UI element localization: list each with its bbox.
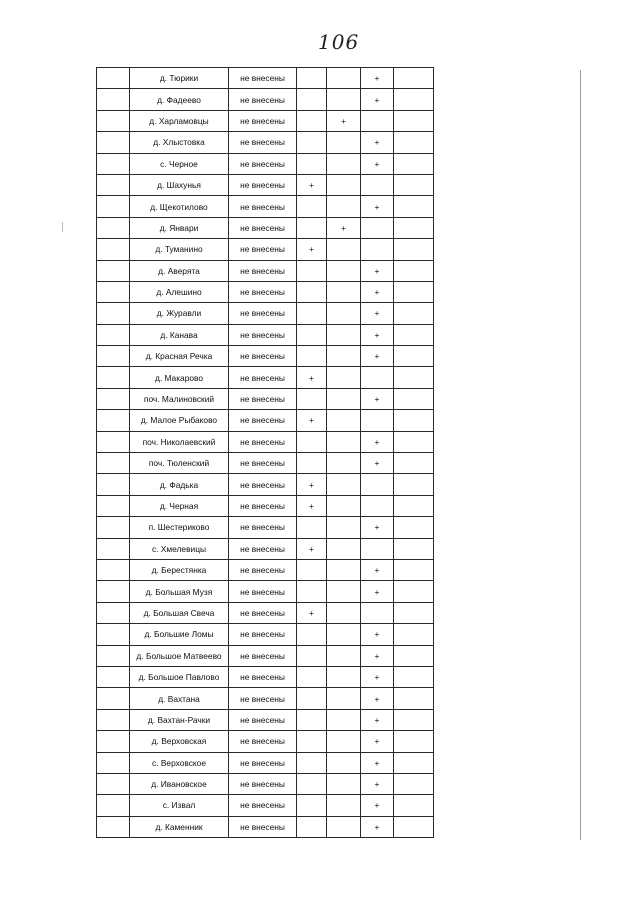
table-row [97, 645, 434, 666]
mark-cell: + [361, 68, 394, 89]
settlement-name-cell: поч. Малиновский [130, 388, 229, 409]
mark-cell: + [327, 110, 361, 131]
index-cell [97, 453, 130, 474]
settlement-name-cell: д. Большое Павлово [130, 666, 229, 687]
index-cell [97, 645, 130, 666]
table-row [97, 666, 434, 687]
mark-cell: + [361, 645, 394, 666]
mark-cell [361, 410, 394, 431]
mark-cell [327, 324, 361, 345]
index-cell [97, 517, 130, 538]
table-body [97, 68, 434, 838]
settlement-name-cell: д. Туманино [130, 239, 229, 260]
status-cell: не внесены [229, 666, 297, 687]
mark-cell [327, 559, 361, 580]
table-row [97, 474, 434, 495]
empty-cell [394, 602, 434, 623]
mark-cell [297, 68, 327, 89]
mark-cell: + [361, 324, 394, 345]
mark-cell [361, 217, 394, 238]
settlement-name-cell: д. Макарово [130, 367, 229, 388]
mark-cell [297, 816, 327, 837]
index-cell [97, 110, 130, 131]
settlement-name-cell: д. Фадеево [130, 89, 229, 110]
empty-cell [394, 410, 434, 431]
index-cell [97, 217, 130, 238]
index-cell [97, 367, 130, 388]
mark-cell [361, 474, 394, 495]
status-cell: не внесены [229, 153, 297, 174]
settlement-name-cell: д. Большая Музя [130, 581, 229, 602]
empty-cell [394, 517, 434, 538]
empty-cell [394, 196, 434, 217]
mark-cell [297, 89, 327, 110]
mark-cell: + [361, 153, 394, 174]
mark-cell [297, 260, 327, 281]
settlement-name-cell: с. Верховское [130, 752, 229, 773]
table-row [97, 495, 434, 516]
empty-cell [394, 731, 434, 752]
index-cell [97, 538, 130, 559]
index-cell [97, 260, 130, 281]
empty-cell [394, 367, 434, 388]
empty-cell [394, 281, 434, 302]
mark-cell [297, 217, 327, 238]
index-cell [97, 89, 130, 110]
status-cell: не внесены [229, 495, 297, 516]
settlement-name-cell: с. Черное [130, 153, 229, 174]
settlement-name-cell: д. Большое Матвеево [130, 645, 229, 666]
settlement-name-cell: д. Журавли [130, 303, 229, 324]
mark-cell [327, 367, 361, 388]
empty-cell [394, 453, 434, 474]
mark-cell [327, 688, 361, 709]
settlement-name-cell: д. Фадька [130, 474, 229, 495]
mark-cell [327, 731, 361, 752]
table-row [97, 239, 434, 260]
settlement-name-cell: д. Берестянка [130, 559, 229, 580]
index-cell [97, 239, 130, 260]
settlement-name-cell: д. Каменник [130, 816, 229, 837]
settlement-name-cell: д. Малое Рыбаково [130, 410, 229, 431]
mark-cell: + [297, 367, 327, 388]
status-cell: не внесены [229, 68, 297, 89]
index-cell [97, 731, 130, 752]
empty-cell [394, 816, 434, 837]
settlement-name-cell: п. Шестериково [130, 517, 229, 538]
mark-cell: + [361, 346, 394, 367]
empty-cell [394, 709, 434, 730]
index-cell [97, 303, 130, 324]
mark-cell: + [327, 217, 361, 238]
mark-cell: + [361, 559, 394, 580]
index-cell [97, 795, 130, 816]
mark-cell [297, 281, 327, 302]
status-cell: не внесены [229, 602, 297, 623]
status-cell: не внесены [229, 388, 297, 409]
settlement-name-cell: поч. Тюленский [130, 453, 229, 474]
mark-cell [327, 752, 361, 773]
index-cell [97, 773, 130, 794]
status-cell: не внесены [229, 431, 297, 452]
mark-cell [327, 602, 361, 623]
index-cell [97, 346, 130, 367]
mark-cell [327, 239, 361, 260]
mark-cell [327, 538, 361, 559]
status-cell: не внесены [229, 688, 297, 709]
status-cell: не внесены [229, 624, 297, 645]
mark-cell [361, 239, 394, 260]
table-row [97, 538, 434, 559]
index-cell [97, 68, 130, 89]
empty-cell [394, 132, 434, 153]
empty-cell [394, 346, 434, 367]
empty-cell [394, 260, 434, 281]
settlement-name-cell: д. Вахтан-Рачки [130, 709, 229, 730]
mark-cell [297, 666, 327, 687]
index-cell [97, 474, 130, 495]
mark-cell [327, 666, 361, 687]
empty-cell [394, 773, 434, 794]
empty-cell [394, 474, 434, 495]
settlement-name-cell: с. Извал [130, 795, 229, 816]
mark-cell: + [297, 410, 327, 431]
mark-cell [297, 346, 327, 367]
mark-cell: + [361, 795, 394, 816]
index-cell [97, 816, 130, 837]
index-cell [97, 196, 130, 217]
settlement-name-cell: д. Хлыстовка [130, 132, 229, 153]
status-cell: не внесены [229, 281, 297, 302]
mark-cell [297, 132, 327, 153]
index-cell [97, 324, 130, 345]
index-cell [97, 431, 130, 452]
empty-cell [394, 68, 434, 89]
table-row [97, 410, 434, 431]
empty-cell [394, 388, 434, 409]
mark-cell [297, 624, 327, 645]
table-row [97, 581, 434, 602]
settlement-name-cell: д. Харламовцы [130, 110, 229, 131]
mark-cell [327, 709, 361, 730]
mark-cell [297, 153, 327, 174]
status-cell: не внесены [229, 559, 297, 580]
empty-cell [394, 89, 434, 110]
index-cell [97, 624, 130, 645]
table-row [97, 773, 434, 794]
settlement-name-cell: д. Ивановское [130, 773, 229, 794]
mark-cell [297, 196, 327, 217]
index-cell [97, 581, 130, 602]
mark-cell [361, 174, 394, 195]
mark-cell [327, 132, 361, 153]
status-cell: не внесены [229, 795, 297, 816]
mark-cell [297, 731, 327, 752]
page-number: 106 [318, 30, 360, 54]
settlement-name-cell: д. Красная Речка [130, 346, 229, 367]
mark-cell [327, 581, 361, 602]
table-row [97, 624, 434, 645]
mark-cell [361, 538, 394, 559]
mark-cell: + [297, 538, 327, 559]
mark-cell: + [361, 431, 394, 452]
table-row [97, 89, 434, 110]
table-row [97, 709, 434, 730]
margin-mark [62, 222, 63, 232]
empty-cell [394, 495, 434, 516]
mark-cell: + [297, 602, 327, 623]
table-row [97, 388, 434, 409]
settlement-name-cell: д. Верховская [130, 731, 229, 752]
table-row [97, 346, 434, 367]
table-row [97, 174, 434, 195]
table-row [97, 688, 434, 709]
mark-cell [327, 388, 361, 409]
empty-cell [394, 581, 434, 602]
mark-cell: + [361, 752, 394, 773]
mark-cell: + [361, 773, 394, 794]
settlement-name-cell: д. Вахтана [130, 688, 229, 709]
mark-cell [297, 303, 327, 324]
mark-cell [327, 89, 361, 110]
mark-cell [327, 773, 361, 794]
table-row [97, 68, 434, 89]
mark-cell [297, 559, 327, 580]
table-row [97, 217, 434, 238]
settlement-name-cell: д. Канава [130, 324, 229, 345]
settlement-name-cell: д. Шахунья [130, 174, 229, 195]
status-cell: не внесены [229, 517, 297, 538]
mark-cell: + [361, 816, 394, 837]
empty-cell [394, 303, 434, 324]
empty-cell [394, 217, 434, 238]
status-cell: не внесены [229, 217, 297, 238]
empty-cell [394, 795, 434, 816]
mark-cell: + [361, 731, 394, 752]
settlement-name-cell: д. Январи [130, 217, 229, 238]
status-cell: не внесены [229, 174, 297, 195]
mark-cell: + [361, 89, 394, 110]
mark-cell: + [361, 517, 394, 538]
mark-cell: + [361, 624, 394, 645]
mark-cell: + [361, 666, 394, 687]
mark-cell [361, 602, 394, 623]
mark-cell [327, 346, 361, 367]
mark-cell [327, 795, 361, 816]
settlement-name-cell: д. Большие Ломы [130, 624, 229, 645]
status-cell: не внесены [229, 239, 297, 260]
mark-cell: + [361, 453, 394, 474]
mark-cell [327, 517, 361, 538]
status-cell: не внесены [229, 731, 297, 752]
status-cell: не внесены [229, 538, 297, 559]
table-row [97, 795, 434, 816]
status-cell: не внесены [229, 474, 297, 495]
mark-cell: + [361, 132, 394, 153]
table-row [97, 153, 434, 174]
mark-cell: + [361, 303, 394, 324]
mark-cell [361, 495, 394, 516]
mark-cell [327, 453, 361, 474]
mark-cell: + [297, 474, 327, 495]
table-row [97, 367, 434, 388]
mark-cell [327, 410, 361, 431]
mark-cell [297, 324, 327, 345]
status-cell: не внесены [229, 324, 297, 345]
settlement-name-cell: д. Большая Свеча [130, 602, 229, 623]
mark-cell [327, 645, 361, 666]
mark-cell [297, 431, 327, 452]
empty-cell [394, 239, 434, 260]
mark-cell: + [297, 174, 327, 195]
index-cell [97, 388, 130, 409]
empty-cell [394, 688, 434, 709]
mark-cell [297, 688, 327, 709]
index-cell [97, 410, 130, 431]
empty-cell [394, 666, 434, 687]
mark-cell [327, 260, 361, 281]
status-cell: не внесены [229, 453, 297, 474]
status-cell: не внесены [229, 709, 297, 730]
empty-cell [394, 324, 434, 345]
mark-cell [327, 303, 361, 324]
mark-cell [327, 816, 361, 837]
margin-rule [580, 70, 581, 840]
settlement-name-cell: поч. Николаевский [130, 431, 229, 452]
table-row [97, 324, 434, 345]
mark-cell: + [361, 388, 394, 409]
mark-cell [297, 709, 327, 730]
index-cell [97, 281, 130, 302]
mark-cell [327, 281, 361, 302]
settlement-name-cell: д. Тюрики [130, 68, 229, 89]
status-cell: не внесены [229, 110, 297, 131]
mark-cell: + [361, 581, 394, 602]
index-cell [97, 709, 130, 730]
table-row [97, 196, 434, 217]
mark-cell [297, 110, 327, 131]
empty-cell [394, 174, 434, 195]
status-cell: не внесены [229, 303, 297, 324]
settlement-name-cell: с. Хмелевицы [130, 538, 229, 559]
settlements-table [96, 67, 434, 838]
index-cell [97, 153, 130, 174]
mark-cell [327, 68, 361, 89]
mark-cell: + [361, 196, 394, 217]
empty-cell [394, 645, 434, 666]
index-cell [97, 602, 130, 623]
table-row [97, 303, 434, 324]
mark-cell [297, 388, 327, 409]
index-cell [97, 174, 130, 195]
empty-cell [394, 153, 434, 174]
mark-cell [297, 752, 327, 773]
table-row [97, 110, 434, 131]
empty-cell [394, 559, 434, 580]
status-cell: не внесены [229, 752, 297, 773]
table-row [97, 752, 434, 773]
empty-cell [394, 624, 434, 645]
status-cell: не внесены [229, 645, 297, 666]
mark-cell: + [297, 239, 327, 260]
status-cell: не внесены [229, 89, 297, 110]
table-row [97, 260, 434, 281]
table-row [97, 731, 434, 752]
table-row [97, 602, 434, 623]
index-cell [97, 752, 130, 773]
status-cell: не внесены [229, 581, 297, 602]
table-row [97, 816, 434, 837]
table-row [97, 132, 434, 153]
status-cell: не внесены [229, 773, 297, 794]
mark-cell [297, 773, 327, 794]
settlement-name-cell: д. Щекотилово [130, 196, 229, 217]
empty-cell [394, 110, 434, 131]
status-cell: не внесены [229, 132, 297, 153]
status-cell: не внесены [229, 410, 297, 431]
table-row [97, 517, 434, 538]
status-cell: не внесены [229, 346, 297, 367]
mark-cell [327, 474, 361, 495]
mark-cell [327, 495, 361, 516]
mark-cell: + [361, 688, 394, 709]
table-row [97, 431, 434, 452]
settlement-name-cell: д. Аверята [130, 260, 229, 281]
settlement-name-cell: д. Черная [130, 495, 229, 516]
mark-cell: + [361, 709, 394, 730]
table-row [97, 559, 434, 580]
index-cell [97, 688, 130, 709]
mark-cell [297, 795, 327, 816]
mark-cell [327, 431, 361, 452]
mark-cell [327, 153, 361, 174]
status-cell: не внесены [229, 367, 297, 388]
table-row [97, 281, 434, 302]
index-cell [97, 666, 130, 687]
table-row [97, 453, 434, 474]
empty-cell [394, 431, 434, 452]
mark-cell [327, 624, 361, 645]
empty-cell [394, 752, 434, 773]
status-cell: не внесены [229, 816, 297, 837]
mark-cell [297, 645, 327, 666]
settlement-name-cell: д. Алешино [130, 281, 229, 302]
empty-cell [394, 538, 434, 559]
mark-cell [327, 174, 361, 195]
status-cell: не внесены [229, 260, 297, 281]
mark-cell: + [361, 281, 394, 302]
mark-cell [297, 581, 327, 602]
index-cell [97, 132, 130, 153]
mark-cell [361, 367, 394, 388]
mark-cell: + [297, 495, 327, 516]
index-cell [97, 559, 130, 580]
mark-cell [361, 110, 394, 131]
mark-cell [297, 517, 327, 538]
mark-cell [297, 453, 327, 474]
mark-cell [327, 196, 361, 217]
mark-cell: + [361, 260, 394, 281]
index-cell [97, 495, 130, 516]
status-cell: не внесены [229, 196, 297, 217]
